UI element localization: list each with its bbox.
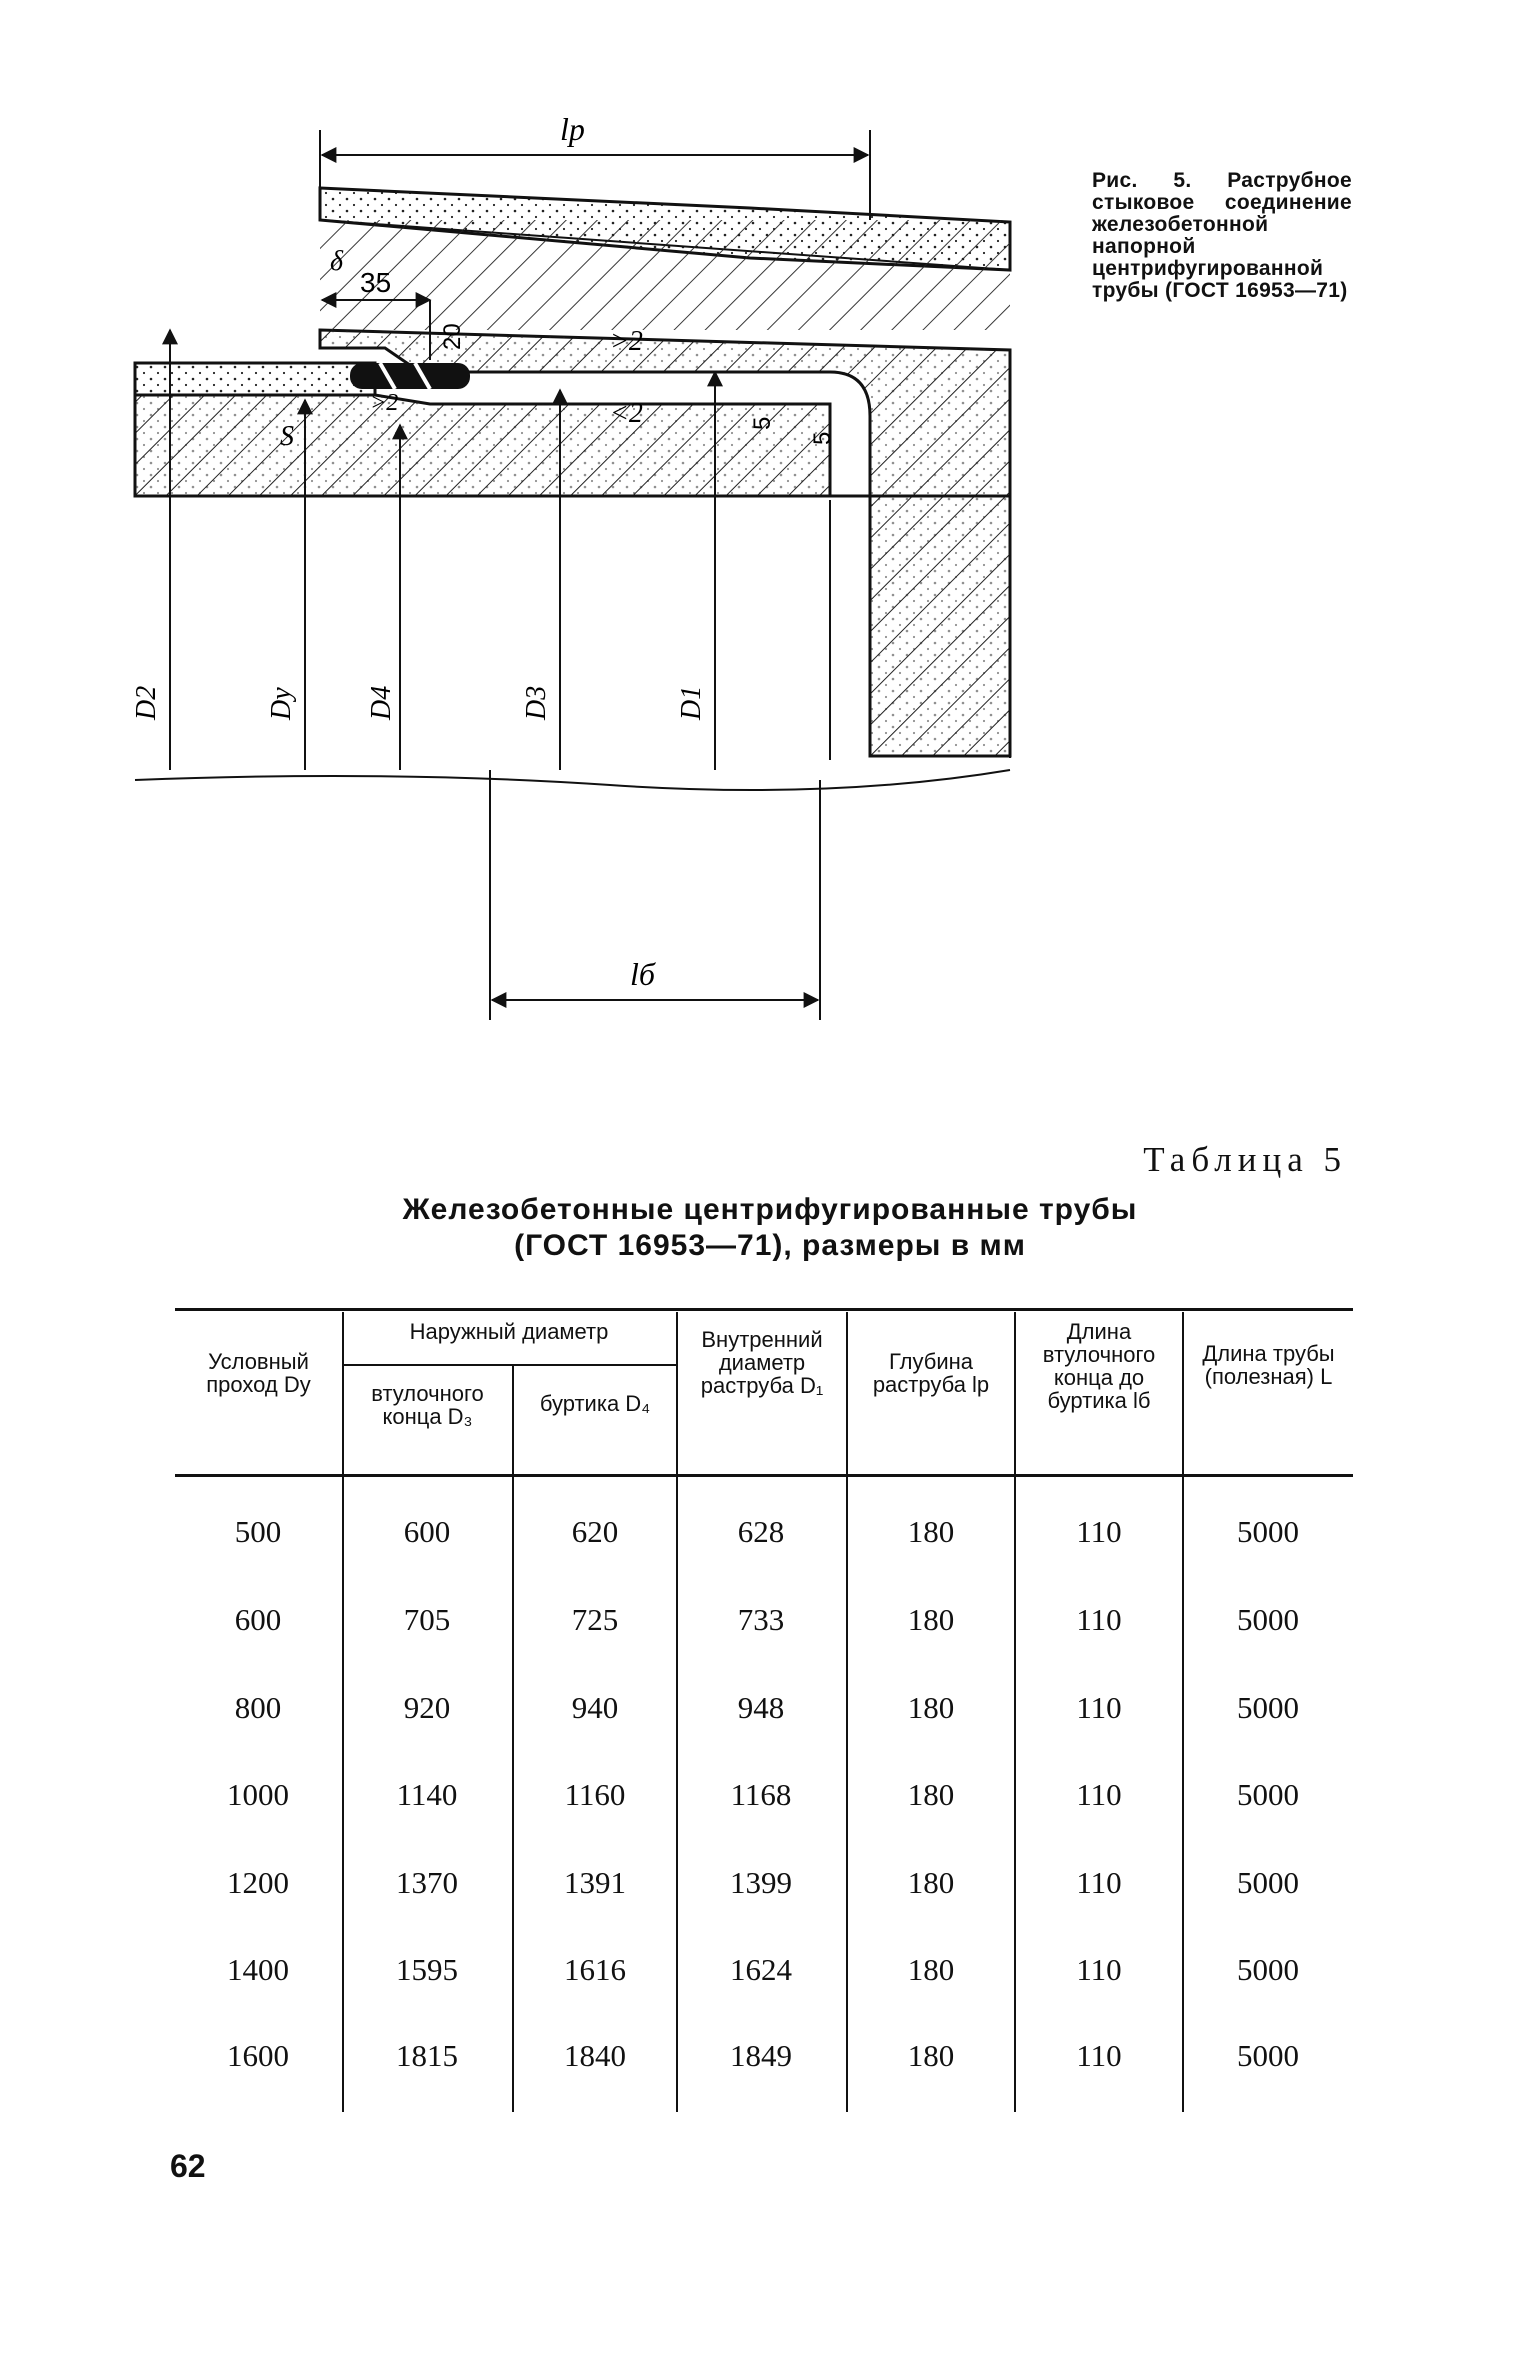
rubber-ring bbox=[350, 363, 470, 389]
svg-text:Dу: Dу bbox=[266, 687, 297, 720]
svg-text:20: 20 bbox=[439, 323, 466, 350]
header-bell-depth: Глубина раструба lр bbox=[872, 1349, 990, 1397]
svg-text:D2: D2 bbox=[131, 685, 162, 720]
header-bell-inner-diameter: Внутренний диаметр раструба D₁ bbox=[700, 1327, 824, 1398]
svg-text:>2: >2 bbox=[610, 326, 643, 357]
svg-text:>2: >2 bbox=[370, 390, 399, 416]
header-collar: буртика D₄ bbox=[539, 1391, 651, 1416]
svg-text:5: 5 bbox=[809, 431, 836, 445]
svg-text:<2: <2 bbox=[610, 398, 643, 429]
svg-text:D3: D3 bbox=[521, 685, 552, 720]
header-outer-diameter: Наружный диаметр bbox=[409, 1319, 609, 1344]
table-label: Таблица 5 bbox=[1143, 1140, 1347, 1179]
svg-text:lб: lб bbox=[630, 956, 655, 992]
svg-text:35: 35 bbox=[360, 267, 392, 298]
header-spigot-length: Длина втулочного конца до буртика lб bbox=[1042, 1319, 1156, 1413]
svg-text:D4: D4 bbox=[366, 685, 397, 720]
table-title-line2: (ГОСТ 16953—71), размеры в мм bbox=[514, 1229, 1026, 1262]
table-title-line1: Железобетонные центрифугированные трубы bbox=[402, 1193, 1138, 1226]
header-spigot-end: втулочного конца D₃ bbox=[371, 1381, 484, 1429]
lp-label: lр bbox=[560, 111, 585, 147]
figure-caption: Рис. 5. Раструбное стыковое соединение железобетонной напорной центрифугированной трубы (ГОСТ 16953—71) bbox=[1092, 169, 1352, 302]
header-nominal-bore: Условный проход Dу bbox=[206, 1349, 311, 1397]
svg-text:S: S bbox=[280, 421, 294, 452]
page-number: 62 bbox=[170, 2148, 206, 2184]
svg-text:δ: δ bbox=[330, 246, 344, 277]
header-pipe-length: Длина трубы (полезная) L bbox=[1202, 1341, 1335, 1389]
svg-text:5: 5 bbox=[749, 416, 776, 430]
joint-drawing bbox=[131, 111, 1070, 1040]
svg-text:D1: D1 bbox=[676, 685, 707, 720]
